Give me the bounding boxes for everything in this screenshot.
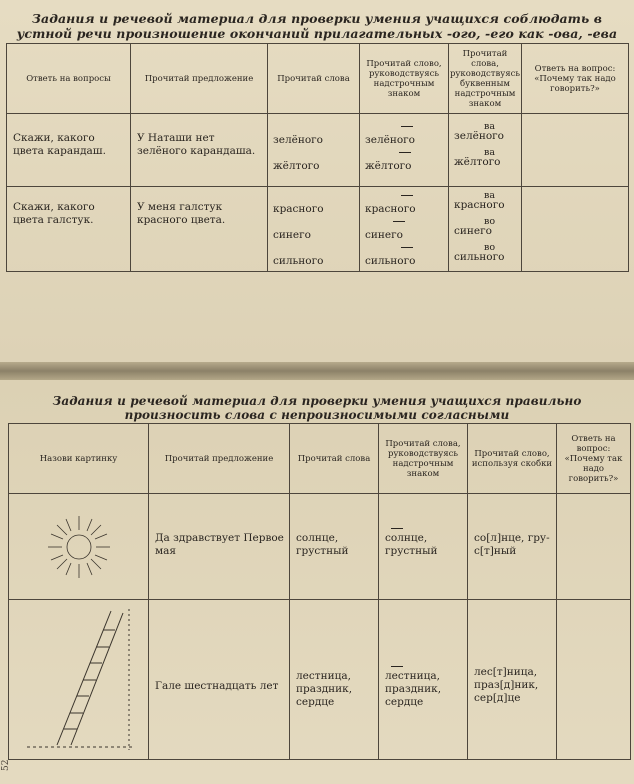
question-cell bbox=[7, 187, 131, 272]
bottom-section-title: Задания и речевой материал для проверки умения учащихся правильно произносить слова с непроизносимыми согласными bbox=[52, 394, 582, 422]
sentence-cell bbox=[131, 114, 268, 187]
question-text: Скажи, какого цвета карандаш. bbox=[13, 132, 106, 157]
letter-words-cell bbox=[449, 114, 522, 187]
stress-mark bbox=[391, 666, 403, 667]
stress-mark bbox=[391, 528, 403, 529]
picture-cell bbox=[9, 494, 149, 600]
words-text: солнце, грустный bbox=[296, 532, 349, 557]
header-row bbox=[7, 44, 629, 114]
header-cell: Прочитай предложение bbox=[149, 424, 290, 494]
page-number: 52 bbox=[1, 759, 11, 771]
stress-mark bbox=[401, 126, 413, 127]
words-cell bbox=[268, 114, 360, 187]
answer-cell[interactable] bbox=[522, 187, 629, 272]
answer-cell[interactable] bbox=[557, 494, 631, 600]
question-cell bbox=[7, 114, 131, 187]
ending-mark: во bbox=[484, 216, 496, 227]
letter-word: красного bbox=[454, 199, 505, 211]
sentence-cell bbox=[131, 187, 268, 272]
answer-cell[interactable] bbox=[557, 600, 631, 760]
ending-mark: ва bbox=[484, 147, 496, 158]
marked-words-cell bbox=[379, 600, 468, 760]
marked-word: сильного bbox=[365, 255, 416, 267]
ending-mark: ва bbox=[484, 121, 496, 132]
bottom-table bbox=[8, 423, 631, 760]
letter-word: сильного bbox=[454, 251, 505, 263]
top-section-title: Задания и речевой материал для проверки умения учащихся соблюдать в устной речи произношение окончаний прилагательных -ого, -его как -ова, -ева bbox=[16, 11, 618, 41]
stress-mark bbox=[399, 152, 411, 153]
table-row bbox=[9, 600, 631, 760]
marked-words-cell bbox=[360, 187, 449, 272]
header-row bbox=[9, 424, 631, 494]
bracket-words-cell bbox=[468, 494, 557, 600]
header-cell: Прочитай слова, руководствуясь надстрочным знаком bbox=[379, 424, 468, 494]
words-text: лестница, праздник, сердце bbox=[296, 670, 353, 708]
bracket-words-cell bbox=[468, 600, 557, 760]
table-row bbox=[9, 494, 631, 600]
words-cell bbox=[290, 600, 379, 760]
marked-words-text bbox=[379, 494, 467, 558]
words-cell bbox=[290, 494, 379, 600]
ending-mark: во bbox=[484, 242, 496, 253]
top-table bbox=[6, 43, 629, 272]
marked-words-cell bbox=[360, 114, 449, 187]
ending-mark: ва bbox=[484, 190, 496, 201]
marked-word: лестница, праздник, сердце bbox=[385, 670, 442, 708]
header-cell: Прочитай слова bbox=[290, 424, 379, 494]
bracket-words-text: со[л]нце, гру-с[т]ный bbox=[474, 532, 550, 557]
letter-word: жёлтого bbox=[454, 156, 501, 168]
marked-word: жёлтого bbox=[365, 160, 412, 172]
letter-word: синего bbox=[454, 225, 492, 237]
ladder-icon bbox=[19, 605, 139, 755]
sentence-cell bbox=[149, 600, 290, 760]
sentence-text: Гале шестнадцать лет bbox=[155, 680, 279, 692]
sentence-cell bbox=[149, 494, 290, 600]
marked-word: красного bbox=[365, 203, 416, 215]
letter-word: зелёного bbox=[454, 130, 504, 142]
bracket-words-text: лес[т]ница, праз[д]ник, сер[д]це bbox=[474, 666, 539, 704]
marked-words-cell bbox=[379, 494, 468, 600]
word: синего bbox=[273, 229, 311, 241]
header-cell: Прочитай слова, руководствуясь буквенным надстрочным знаком bbox=[449, 44, 522, 114]
stress-mark bbox=[393, 221, 405, 222]
header-cell: Прочитай слова bbox=[268, 44, 360, 114]
answer-cell[interactable] bbox=[522, 114, 629, 187]
sentence-text: У Наташи нет зелёного карандаша. bbox=[137, 132, 256, 157]
question-text: Скажи, какого цвета галстук. bbox=[13, 201, 95, 226]
header-cell: Назови картинку bbox=[9, 424, 149, 494]
table-row bbox=[7, 187, 629, 272]
header-cell: Ответь на вопрос: «Почему так надо говорить?» bbox=[522, 44, 629, 114]
stress-mark bbox=[401, 247, 413, 248]
words-cell bbox=[268, 187, 360, 272]
marked-word: синего bbox=[365, 229, 403, 241]
marked-word: зелёного bbox=[365, 134, 415, 146]
marked-words-text bbox=[379, 600, 467, 709]
stress-mark bbox=[401, 195, 413, 196]
header-cell: Прочитай предложение bbox=[131, 44, 268, 114]
sentence-text: У меня галстук красного цвета. bbox=[137, 201, 226, 226]
letter-words-cell bbox=[449, 187, 522, 272]
header-cell: Прочитай слово, используя скобки bbox=[468, 424, 557, 494]
marked-word: солнце, грустный bbox=[385, 532, 438, 557]
book-gutter bbox=[0, 362, 634, 380]
word: жёлтого bbox=[273, 160, 320, 172]
sentence-text: Да здравствует Первое мая bbox=[155, 532, 284, 557]
picture-cell bbox=[9, 600, 149, 760]
sun-icon bbox=[44, 512, 114, 582]
table-row bbox=[7, 114, 629, 187]
word: красного bbox=[273, 203, 324, 215]
header-cell: Ответь на вопросы bbox=[7, 44, 131, 114]
header-cell: Ответь на вопрос: «Почему так надо говорить?» bbox=[557, 424, 631, 494]
word: сильного bbox=[273, 255, 324, 267]
word: зелёного bbox=[273, 134, 323, 146]
header-cell: Прочитай слово, руководствуясь надстрочным знаком bbox=[360, 44, 449, 114]
